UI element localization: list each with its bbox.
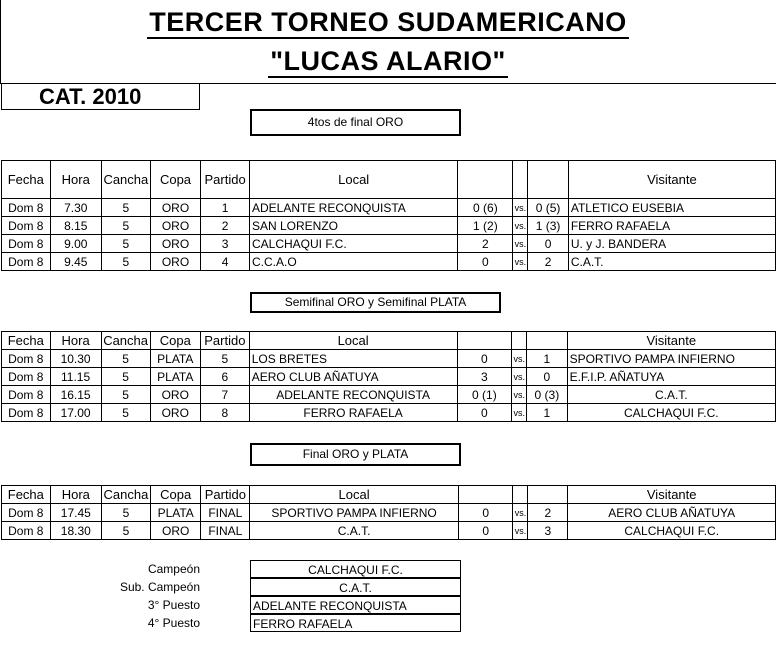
- cell-cancha: 5: [101, 235, 150, 253]
- header-blank: [458, 486, 513, 504]
- cell-partido: 7: [200, 386, 249, 404]
- cell-goals-visitor: 2: [528, 253, 569, 271]
- cell-visitante: SPORTIVO PAMPA INFIERNO: [567, 350, 775, 368]
- cell-vs: vs.: [513, 504, 528, 522]
- cell-goals-local: 0: [457, 350, 512, 368]
- cell-goals-visitor: 0: [527, 368, 567, 386]
- header-fecha: Fecha: [2, 486, 51, 504]
- cell-local: C.A.T.: [250, 522, 459, 540]
- podium-label-fourth: 4° Puesto: [147, 616, 200, 630]
- cell-local: ADELANTE RECONQUISTA: [249, 199, 457, 217]
- section-title-quarterfinals: 4tos de final ORO: [250, 109, 461, 136]
- header-partido: Partido: [201, 486, 250, 504]
- header-blank: [457, 332, 512, 350]
- header-blank: [528, 161, 569, 199]
- podium-value-champion: CALCHAQUI F.C.: [250, 560, 461, 578]
- cell-fecha: Dom 8: [2, 404, 51, 422]
- cell-visitante: C.A.T.: [567, 386, 775, 404]
- header-blank: [512, 332, 527, 350]
- cell-vs: vs.: [513, 522, 528, 540]
- podium-label-runner-up: Sub. Campeón: [119, 580, 200, 594]
- cell-vs: vs.: [513, 235, 528, 253]
- cell-visitante: C.A.T.: [568, 253, 775, 271]
- table-row: [2, 504, 776, 522]
- table-row: [2, 386, 776, 404]
- section-title-finals: Final ORO y PLATA: [250, 443, 461, 466]
- cell-partido: 2: [201, 217, 250, 235]
- cell-hora: 8.15: [50, 217, 101, 235]
- cell-copa: PLATA: [150, 504, 201, 522]
- cell-cancha: 5: [101, 253, 150, 271]
- cell-hora: 11.15: [50, 368, 101, 386]
- podium-label-champion: Campeón: [147, 562, 200, 576]
- header-hora: Hora: [50, 161, 101, 199]
- cell-hora: 9.45: [50, 253, 101, 271]
- cell-hora: 16.15: [50, 386, 101, 404]
- cell-cancha: 5: [101, 386, 150, 404]
- podium-value-third: ADELANTE RECONQUISTA: [250, 596, 461, 614]
- header-copa: Copa: [150, 486, 201, 504]
- header-fecha: Fecha: [2, 332, 51, 350]
- header-partido: Partido: [201, 161, 250, 199]
- cell-goals-local: 3: [457, 368, 512, 386]
- cell-partido: 6: [200, 368, 249, 386]
- cell-visitante: E.F.I.P. AÑATUYA: [567, 368, 775, 386]
- header-visitante: Visitante: [568, 161, 775, 199]
- header-partido: Partido: [200, 332, 249, 350]
- cell-local: LOS BRETES: [249, 350, 457, 368]
- header-fecha: Fecha: [2, 161, 51, 199]
- section-title-semifinals: Semifinal ORO y Semifinal PLATA: [250, 292, 501, 313]
- cell-visitante: CALCHAQUI F.C.: [568, 522, 776, 540]
- cell-visitante: AERO CLUB AÑATUYA: [568, 504, 776, 522]
- table-row: [2, 522, 776, 540]
- cell-partido: 8: [200, 404, 249, 422]
- cell-vs: vs.: [512, 368, 527, 386]
- cell-local: AERO CLUB AÑATUYA: [249, 368, 457, 386]
- cell-cancha: 5: [102, 522, 151, 540]
- cell-fecha: Dom 8: [2, 522, 51, 540]
- header-cancha: Cancha: [101, 332, 150, 350]
- header-blank: [528, 486, 568, 504]
- cell-fecha: Dom 8: [2, 386, 51, 404]
- header-cancha: Cancha: [102, 486, 151, 504]
- cell-goals-visitor: 0 (3): [527, 386, 567, 404]
- category-label: CAT. 2010: [1, 84, 200, 110]
- header-blank: [513, 161, 528, 199]
- title-text-1: TERCER TORNEO SUDAMERICANO: [149, 7, 627, 37]
- table-finals: [1, 485, 776, 540]
- header-copa: Copa: [150, 161, 200, 199]
- cell-goals-local: 0: [457, 404, 512, 422]
- header-hora: Hora: [50, 332, 101, 350]
- cell-partido: 1: [201, 199, 250, 217]
- table-semifinals: [1, 331, 776, 422]
- cell-copa: ORO: [150, 386, 200, 404]
- header-visitante: Visitante: [567, 332, 775, 350]
- cell-hora: 7.30: [50, 199, 101, 217]
- cell-fecha: Dom 8: [2, 350, 51, 368]
- cell-goals-visitor: 3: [528, 522, 568, 540]
- cell-vs: vs.: [512, 350, 527, 368]
- cell-fecha: Dom 8: [2, 217, 51, 235]
- cell-copa: ORO: [150, 235, 200, 253]
- cell-copa: ORO: [150, 217, 200, 235]
- cell-goals-local: 0 (6): [458, 199, 513, 217]
- cell-local: ADELANTE RECONQUISTA: [249, 386, 457, 404]
- cell-goals-local: 0 (1): [457, 386, 512, 404]
- cell-vs: vs.: [513, 199, 528, 217]
- cell-cancha: 5: [101, 217, 150, 235]
- table-row: [2, 253, 776, 271]
- cell-local: SPORTIVO PAMPA INFIERNO: [250, 504, 459, 522]
- cell-cancha: 5: [102, 504, 151, 522]
- cell-hora: 10.30: [50, 350, 101, 368]
- cell-visitante: CALCHAQUI F.C.: [567, 404, 775, 422]
- cell-copa: ORO: [150, 253, 200, 271]
- cell-local: SAN LORENZO: [249, 217, 457, 235]
- cell-partido: 3: [201, 235, 250, 253]
- cell-hora: 9.00: [50, 235, 101, 253]
- cell-vs: vs.: [513, 253, 528, 271]
- cell-fecha: Dom 8: [2, 253, 51, 271]
- cell-goals-local: 0: [458, 504, 513, 522]
- cell-local: FERRO RAFAELA: [249, 404, 457, 422]
- cell-cancha: 5: [101, 350, 150, 368]
- cell-goals-local: 2: [458, 235, 513, 253]
- cell-copa: ORO: [150, 404, 200, 422]
- cell-copa: ORO: [150, 522, 201, 540]
- cell-goals-local: 1 (2): [458, 217, 513, 235]
- cell-visitante: ATLETICO EUSEBIA: [568, 199, 775, 217]
- cell-goals-local: 0: [458, 253, 513, 271]
- cell-goals-visitor: 1: [527, 350, 567, 368]
- title-line-2: [0, 46, 776, 77]
- cell-goals-visitor: 0: [528, 235, 569, 253]
- header-local: Local: [250, 486, 459, 504]
- cell-fecha: Dom 8: [2, 368, 51, 386]
- header-cancha: Cancha: [101, 161, 150, 199]
- cell-copa: PLATA: [150, 350, 200, 368]
- header-blank: [513, 486, 528, 504]
- cell-cancha: 5: [101, 368, 150, 386]
- cell-hora: 18.30: [50, 522, 101, 540]
- cell-vs: vs.: [512, 386, 527, 404]
- table-row: [2, 199, 776, 217]
- cell-partido: 4: [201, 253, 250, 271]
- cell-partido: FINAL: [201, 522, 250, 540]
- cell-partido: 5: [200, 350, 249, 368]
- cell-cancha: 5: [101, 199, 150, 217]
- header-local: Local: [249, 161, 457, 199]
- cell-fecha: Dom 8: [2, 504, 51, 522]
- cell-local: C.C.A.O: [249, 253, 457, 271]
- cell-hora: 17.45: [50, 504, 101, 522]
- header-copa: Copa: [150, 332, 200, 350]
- header-local: Local: [249, 332, 457, 350]
- cell-local: CALCHAQUI F.C.: [249, 235, 457, 253]
- cell-fecha: Dom 8: [2, 199, 51, 217]
- header-visitante: Visitante: [568, 486, 776, 504]
- cell-goals-visitor: 0 (5): [528, 199, 569, 217]
- cell-partido: FINAL: [201, 504, 250, 522]
- cell-visitante: U. y J. BANDERA: [568, 235, 775, 253]
- cell-goals-visitor: 1 (3): [528, 217, 569, 235]
- cell-copa: ORO: [150, 199, 200, 217]
- podium-value-runner-up: C.A.T.: [250, 578, 461, 596]
- cell-vs: vs.: [512, 404, 527, 422]
- cell-goals-visitor: 1: [527, 404, 567, 422]
- table-row: [2, 217, 776, 235]
- podium-value-fourth: FERRO RAFAELA: [250, 614, 461, 632]
- cell-hora: 17.00: [50, 404, 101, 422]
- cell-fecha: Dom 8: [2, 235, 51, 253]
- cell-copa: PLATA: [150, 368, 200, 386]
- table-quarterfinals: [1, 160, 776, 271]
- table-row: [2, 235, 776, 253]
- table-row: [2, 368, 776, 386]
- podium-label-third: 3° Puesto: [147, 598, 200, 612]
- cell-vs: vs.: [513, 217, 528, 235]
- header-blank: [527, 332, 567, 350]
- cell-visitante: FERRO RAFAELA: [568, 217, 775, 235]
- header-blank: [458, 161, 513, 199]
- cell-goals-visitor: 2: [528, 504, 568, 522]
- title-line-1: [0, 7, 776, 38]
- header-hora: Hora: [50, 486, 101, 504]
- table-row: [2, 404, 776, 422]
- cell-goals-local: 0: [458, 522, 513, 540]
- cell-cancha: 5: [101, 404, 150, 422]
- table-row: [2, 350, 776, 368]
- title-text-2: "LUCAS ALARIO": [270, 46, 506, 76]
